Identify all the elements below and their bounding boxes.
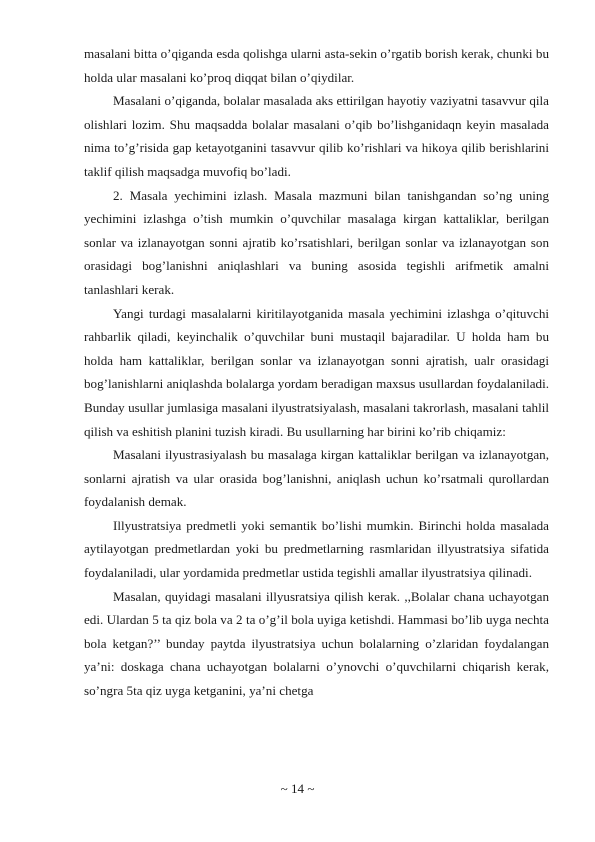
paragraph-5: Masalani ilyustrasiyalash bu masalaga kirgan kattaliklar berilgan va izlanayotgan, sonlarni ajratish va ular orasida bog’lanishni, aniqlash uchun ko’rsatmali qurollardan foydalanish demak.: [84, 447, 549, 510]
paragraph-4: Yangi turdagi masalalarni kiritilayotganida masala yechimini izlashga o’qituvchi rahbarlik qiladi, keyinchalik o’quvchilar buni mustaqil bajaradilar. U holda ham bu holda ham kattaliklar, berilgan sonlar va izlanayotgan sonni ajratish, ualr orasidagi bog’lanishlarni aniqlashda bolalarga yordam beradigan maxsus usullardan foydalaniladi. Bunday usullar jumlasiga masalani ilyustratsiyalash, masalani takrorlash, masalani tahlil qilish va eshitish planini tuzish kiradi. Bu usullarning har birini ko’rib chiqamiz:: [84, 305, 549, 439]
page-number: ~ 14 ~: [280, 781, 315, 796]
paragraph-2: Masalani o’qiganda, bolalar masalada aks ettirilgan hayotiy vaziyatni tasavvur qila olishlari lozim. Shu maqsadda bolalar masalani o’qib bo’lishganidaqn keyin masalada nima to’g’risida gap ketayotganini tasavvur qilib ko’rishlari va hikoya qilib berishlarini taklif qilish maqsadga muvofiq bo’ladi.: [84, 93, 549, 179]
paragraph-3: 2. Masala yechimini izlash. Masala mazmuni bilan tanishgandan so’ng uning yechimini izlashga o’tish mumkin o’quvchilar masalaga kirgan kattaliklar, berilgan sonlar va izlanayotgan sonni ajratib ko’rsatishlari, berilgan sonlar va izlanayotgan son orasidagi bog’lanishni aniqlashlari va buning asosida tegishli arifmetik amalni tanlashlari kerak.: [84, 187, 549, 297]
document-body: [84, 42, 549, 703]
paragraph-6: Illyustratsiya predmetli yoki semantik bo’lishi mumkin. Birinchi holda masalada aytilayotgan predmetlardan yoki bu predmetlarning rasmlaridan illyustratsiya sifatida foydalaniladi, ular yordamida predmetlar ustida tegishli amallar ilyustratsiya qilinadi.: [84, 517, 549, 581]
paragraph-1: masalani bitta o’qiganda esda qolishga ularni asta-sekin o’rgatib borish kerak, chunki bu holda ular masalani ko’proq diqqat bilan o’qiydilar.: [84, 46, 549, 85]
paragraph-7: Masalan, quyidagi masalani illyusratsiya qilish kerak. ,,Bolalar chana uchayotgan edi. Ulardan 5 ta qiz bola va 2 ta o’g’il bola uyiga ketishdi. Hammasi bo’lib uyga nechta bola ketgan?’’ bunday paytda ilyustratsiya uchun bolalarning o’zlaridan foydalangan ya’ni: doskaga chana uchayotgan bolalarni o’ynovchi o’quvchilarni chiqarish kerak, so’ngra 5ta qiz uyga ketganini, ya’ni chetga: [84, 588, 549, 699]
